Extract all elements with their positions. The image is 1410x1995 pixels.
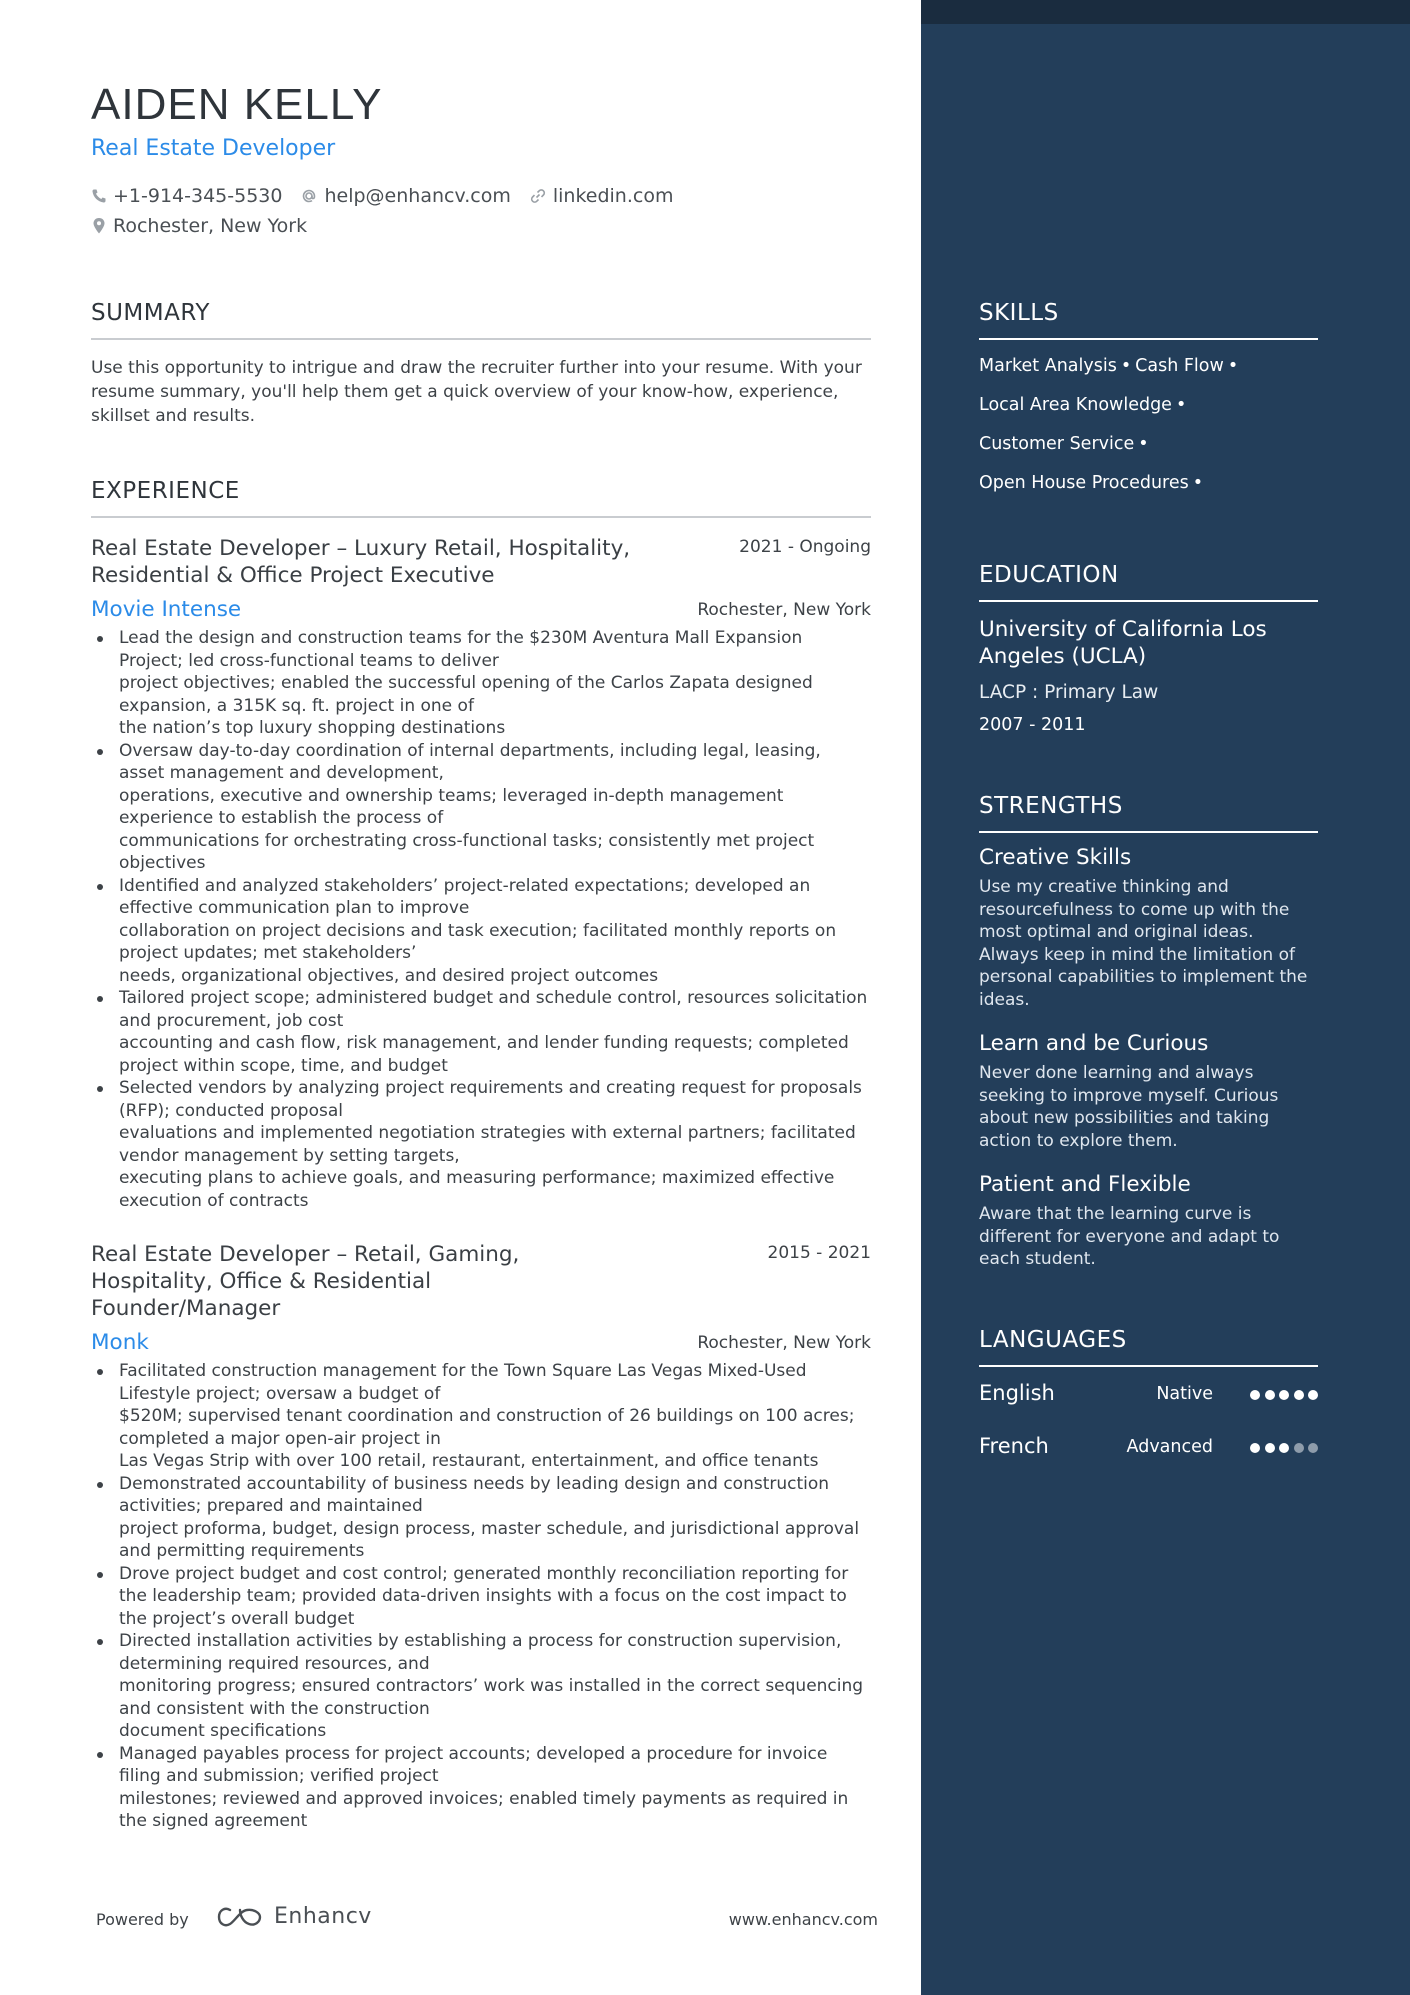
location-row [91,214,325,238]
phone-icon [91,188,107,204]
job-bullet [119,1077,871,1212]
job-bullet [119,1743,871,1833]
job-bullets [91,627,871,1212]
strength-description: Use my creative thinking and resourcefulness to come up with the most optimal and original ideas. Always keep in mind the limitation of personal capabilities to implement the ideas. [979,877,1308,1010]
rating-dot-empty [1294,1443,1304,1453]
language-level: Advanced [1126,1437,1213,1457]
skill-separator-dot: • [1192,473,1204,493]
rating-dot-filled [1279,1390,1289,1400]
rating-dot-filled [1308,1390,1318,1400]
job-dates: 2015 - 2021 [767,1243,871,1263]
phone-text: +1-914-345-5530 [113,185,283,207]
bullet-line: needs, organizational objectives, and desired project outcomes [119,965,659,986]
summary-heading: SUMMARY [91,300,871,340]
strength-title: Learn and be Curious [979,1031,1209,1056]
skill-separator-dot: • [1120,356,1132,376]
footer [96,1900,878,1940]
job-header [91,535,871,589]
rating-dot-filled [1250,1443,1260,1453]
contact-phone[interactable] [91,185,282,207]
skill-tag: Market Analysis [979,356,1117,376]
contact-linkedin[interactable] [529,185,674,207]
bullet-line: Selected vendors by analyzing project requirements and creating request for proposals (RFP); conducted proposal [119,1078,862,1121]
job-bullet [119,1630,871,1743]
bullet-line: executing plans to achieve goals, and measuring performance; maximized effective execution of contracts [119,1168,835,1211]
brand-name: Enhancv [274,1904,372,1929]
rating-dot-empty [1308,1443,1318,1453]
job-bullet [119,987,871,1077]
strength-item [979,1031,1318,1152]
bullet-line: Drove project budget and cost control; generated monthly reconciliation reporting for the leadership team; provided data-driven insights with a focus on the cost impact to the project’s overall budget [119,1563,849,1629]
strengths-section [979,793,1318,1271]
job-bullet [119,1360,871,1473]
job-bullet [119,627,871,740]
enhancv-logo-icon [216,1905,264,1929]
bullet-line: accounting and cash flow, risk management, and lender funding requests; completed project within scope, time, and budget [119,1033,849,1076]
strength-item [979,845,1318,1011]
job-entry [91,1241,871,1833]
candidate-title: Real Estate Developer [91,136,336,161]
at-icon [300,187,318,205]
skill-row [979,473,1318,512]
education-section [979,562,1318,735]
job-bullet [119,740,871,875]
bullet-line: Directed installation activities by establishing a process for construction supervision, determining required resources, and [119,1631,842,1674]
skills-heading: SKILLS [979,300,1318,340]
bullet-line: project proforma, budget, design process, master schedule, and jurisdictional approval and permitting requirements [119,1518,860,1561]
language-name: English [979,1381,1055,1405]
skill-tag: Open House Procedures [979,473,1189,493]
job-bullet [119,1563,871,1631]
skill-separator-dot: • [1227,356,1239,376]
job-company: Movie Intense [91,597,242,622]
link-icon [529,187,547,205]
job-dates: 2021 - Ongoing [739,537,871,557]
location-text: Rochester, New York [113,215,308,237]
skill-tag: Cash Flow [1135,356,1224,376]
bullet-line: Demonstrated accountability of business needs by leading design and construction activities; prepared and maintained [119,1473,830,1516]
email-text: help@enhancv.com [324,185,511,207]
language-list [979,1381,1318,1487]
skills-section [979,300,1318,512]
strength-description: Aware that the learning curve is different for everyone and adapt to each student. [979,1204,1280,1269]
skill-row [979,356,1318,395]
language-row [979,1381,1318,1434]
bullet-line: Lead the design and construction teams for the $230M Aventura Mall Expansion Project; led cross-functional teams to deliver [119,628,803,671]
bullet-line: Las Vegas Strip with over 100 retail, restaurant, entertainment, and office tenants [119,1451,819,1471]
language-rating [1246,1390,1319,1400]
language-level: Native [1156,1384,1213,1404]
experience-heading: EXPERIENCE [91,478,871,518]
bullet-line: evaluations and implemented negotiation strategies with external partners; facilitated vendor management by setting targets, [119,1123,856,1166]
location-pin-icon [91,217,107,235]
bullet-line: milestones; reviewed and approved invoices; enabled timely payments as required in the signed agreement [119,1788,849,1831]
powered-by-label: Powered by [96,1910,189,1929]
job-bullet [119,875,871,988]
job-header [91,1241,871,1322]
languages-section [979,1327,1318,1487]
skill-tag: Customer Service [979,434,1135,454]
job-bullets [91,1360,871,1833]
rating-dot-filled [1294,1390,1304,1400]
skill-row [979,395,1318,434]
strength-item [979,1172,1318,1271]
strength-description: Never done learning and always seeking to improve myself. Curious about new possibilities and taking action to explore them. [979,1063,1279,1151]
bullet-line: operations, executive and ownership teams; leveraged in-depth management experience to establish the process of [119,785,784,828]
education-years: 2007 - 2011 [979,715,1086,735]
job-location: Rochester, New York [697,600,871,620]
job-location: Rochester, New York [697,1333,871,1353]
rating-dot-filled [1265,1443,1275,1453]
contact-location [91,215,307,237]
skill-row [979,434,1318,473]
job-company-row [91,597,871,627]
skill-separator-dot: • [1175,395,1187,415]
job-bullet [119,1473,871,1563]
skills-list [979,356,1318,512]
job-title: Real Estate Developer – Retail, Gaming, Hospitality, Office & Residential Founder/Manager [91,1242,520,1321]
job-title: Real Estate Developer – Luxury Retail, Hospitality, Residential & Office Project Executive [91,536,631,588]
bullet-line: project objectives; enabled the successful opening of the Carlos Zapata designed expansion, a 315K sq. ft. project in one of [119,673,813,716]
bullet-line: Identified and analyzed stakeholders’ project-related expectations; developed an effective communication plan to improve [119,875,811,918]
job-entry [91,535,871,1212]
candidate-name: AIDEN KELLY [91,80,383,129]
bullet-line: $520M; supervised tenant coordination and construction of 26 buildings on 100 acres; completed a major open-air project in [119,1406,855,1449]
rating-dot-filled [1279,1443,1289,1453]
bullet-line: Facilitated construction management for the Town Square Las Vegas Mixed-Used Lifestyle project; oversaw a budget of [119,1361,807,1404]
bullet-line: collaboration on project decisions and task execution; facilitated monthly reports on project updates; met stakeholders’ [119,920,837,963]
bullet-line: Oversaw day-to-day coordination of internal departments, including legal, leasing, asset management and development, [119,740,821,783]
strength-title: Patient and Flexible [979,1172,1191,1197]
sidebar-top-bar [921,0,1410,24]
education-degree: LACP : Primary Law [979,682,1159,703]
education-heading: EDUCATION [979,562,1318,602]
job-company: Monk [91,1330,149,1355]
linkedin-text: linkedin.com [552,185,674,207]
language-row [979,1434,1318,1487]
language-name: French [979,1434,1049,1458]
contact-email[interactable] [300,185,510,207]
job-company-row [91,1330,871,1360]
bullet-line: monitoring progress; ensured contractors’ work was installed in the correct sequencing and consistent with the construction [119,1676,864,1719]
enhancv-logo[interactable] [216,1904,372,1929]
contact-row [91,184,691,208]
language-rating [1246,1443,1319,1453]
bullet-line: document specifications [119,1721,327,1741]
bullet-line: communications for orchestrating cross-functional tasks; consistently met project objectives [119,830,815,873]
skill-tag: Local Area Knowledge [979,395,1172,415]
strengths-heading: STRENGTHS [979,793,1318,833]
bullet-line: Managed payables process for project accounts; developed a procedure for invoice filing and submission; verified project [119,1743,828,1786]
bullet-line: the nation’s top luxury shopping destinations [119,718,506,738]
rating-dot-filled [1265,1390,1275,1400]
rating-dot-filled [1250,1390,1260,1400]
bullet-line: Tailored project scope; administered budget and schedule control, resources solicitation and procurement, job cost [119,988,868,1031]
languages-heading: LANGUAGES [979,1327,1318,1367]
education-school: University of California Los Angeles (UCLA) [979,617,1267,669]
summary-text: Use this opportunity to intrigue and draw the recruiter further into your resume. With your resume summary, you'll help them get a quick overview of your know-how, experience, skillset and results. [91,358,862,426]
skill-separator-dot: • [1138,434,1149,454]
strength-title: Creative Skills [979,845,1132,870]
website-link[interactable]: www.enhancv.com [728,1910,878,1929]
